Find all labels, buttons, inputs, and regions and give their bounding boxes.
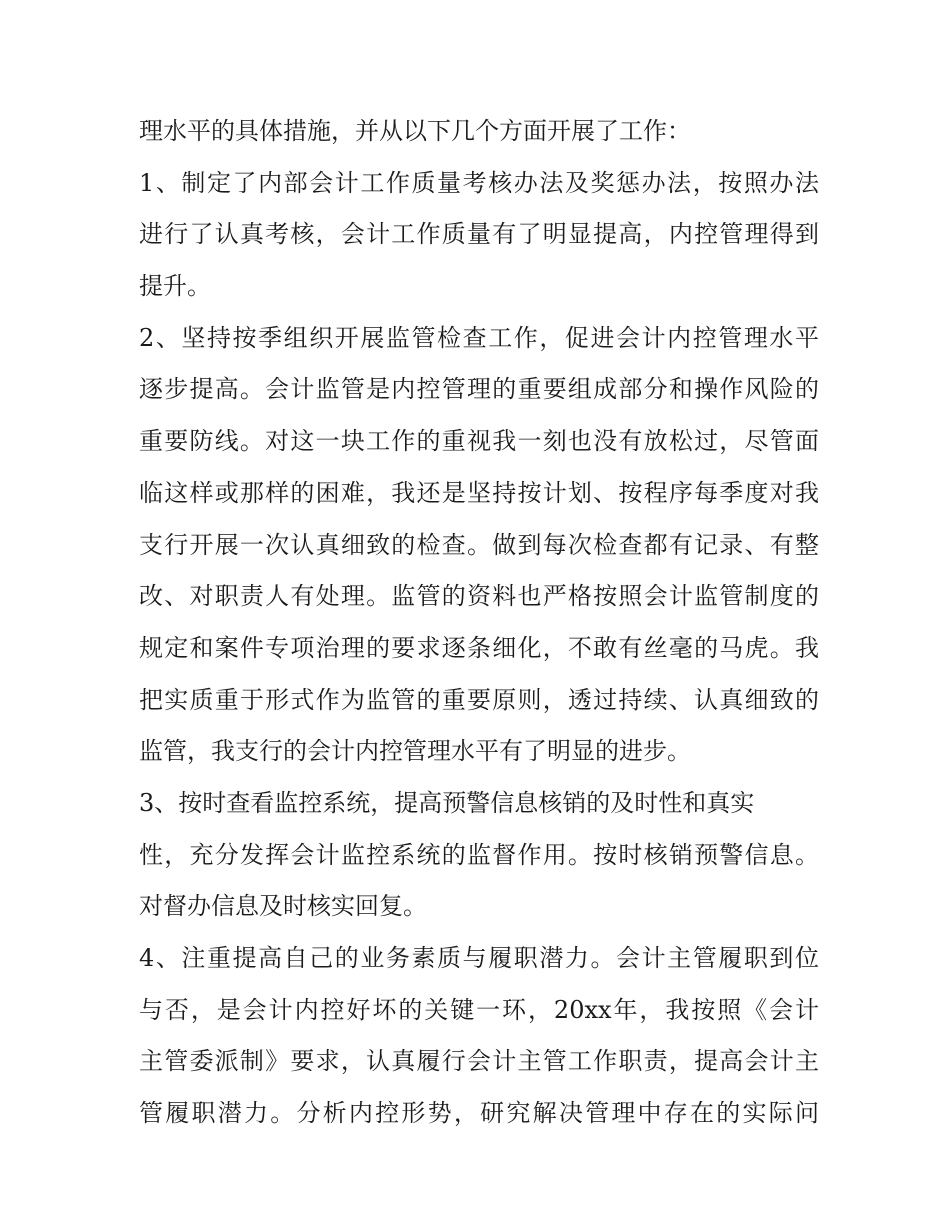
text-line: 把实质重于形式作为监管的重要原则，透过持续、认真细致的 [139, 685, 819, 714]
text-line: 理水平的具体措施，并从以下几个方面开展了工作： [139, 117, 691, 145]
text-line: 管履职潜力。分析内控形势，研究解决管理中存在的实际问 [139, 1099, 819, 1128]
text-line: 主管委派制》要求，认真履行会计主管工作职责，提高会计主 [139, 1047, 819, 1076]
text-line: 监管，我支行的会计内控管理水平有了明显的进步。 [139, 737, 691, 766]
text-line: 性，充分发挥会计监控系统的监督作用。按时核销预警信息。 [139, 840, 819, 869]
text-line: 逐步提高。会计监管是内控管理的重要组成部分和操作风险的 [139, 375, 819, 404]
body-text [139, 106, 819, 1140]
text-line: 重要防线。对这一块工作的重视我一刻也没有放松过，尽管面 [139, 427, 819, 456]
text-line: 改、对职责人有处理。监管的资料也严格按照会计监管制度的 [139, 582, 819, 611]
text-line: 规定和案件专项治理的要求逐条细化，不敢有丝毫的马虎。我 [139, 633, 819, 662]
text-line: 3、按时查看监控系统，提高预警信息核销的及时性和真实 [139, 788, 755, 817]
text-line: 支行开展一次认真细致的检查。做到每次检查都有记录、有整 [139, 530, 819, 559]
text-line: 1、制定了内部会计工作质量考核办法及奖惩办法，按照办法 [139, 168, 819, 197]
text-line: 临这样或那样的困难，我还是坚持按计划、按程序每季度对我 [139, 478, 819, 507]
text-line: 4、注重提高自己的业务素质与履职潜力。会计主管履职到位 [139, 944, 819, 972]
text-line: 与否，是会计内控好坏的关键一环，20xx年，我按照《会计 [139, 995, 819, 1024]
text-line: 对督办信息及时核实回复。 [139, 892, 427, 921]
text-line: 提升。 [139, 272, 211, 301]
text-line: 2、坚持按季组织开展监管检查工作，促进会计内控管理水平 [139, 323, 819, 352]
text-line: 进行了认真考核，会计工作质量有了明显提高，内控管理得到 [139, 220, 819, 249]
